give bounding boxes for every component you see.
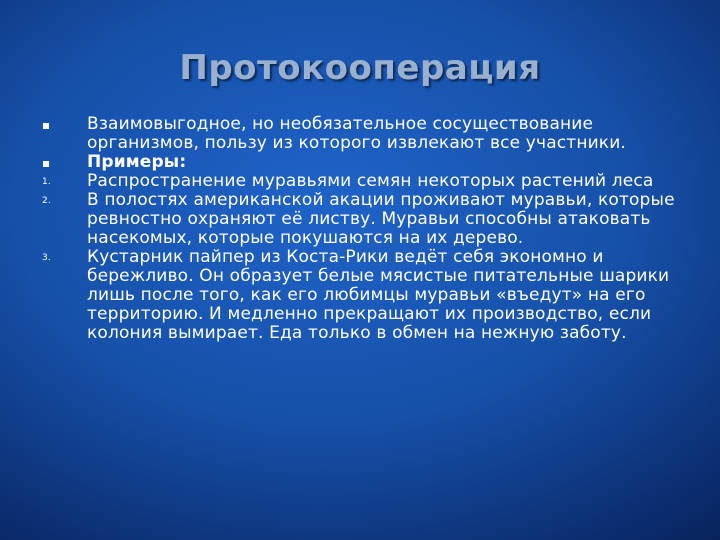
- number-marker: [42, 248, 82, 267]
- list-item: [42, 248, 692, 343]
- slide-title: Протокооперация: [179, 48, 541, 88]
- item-text: Взаимовыгодное, но необязательное сосуществование организмов, пользу из которого извлекают все участники.: [87, 114, 626, 153]
- slide-content: [42, 115, 692, 343]
- item-number: 1.: [42, 177, 51, 187]
- number-marker: [42, 172, 82, 191]
- number-marker: [42, 191, 82, 210]
- item-number: 2.: [42, 196, 51, 206]
- square-bullet-icon: [43, 161, 49, 167]
- item-text: В полостях американской акации проживают муравьи, которые ревностно охраняют её листву. Муравьи способны атаковать насекомых, которые покушаются на их дерево.: [87, 190, 675, 248]
- item-text: Кустарник пайпер из Коста-Рики ведёт себя экономно и бережливо. Он образует белые мясистые питательные шарики лишь после того, как его любимцы муравьи «въедут» на его территорию. И медленно прекращают их производство, если колония вымирает. Еда только в обмен на нежную заботу.: [87, 247, 670, 343]
- list-item: [42, 191, 692, 248]
- list-item: [42, 115, 692, 153]
- bullet-marker: [42, 115, 82, 134]
- item-number: 3.: [42, 253, 51, 263]
- square-bullet-icon: [43, 123, 49, 129]
- list-item: [42, 153, 692, 172]
- list-item: [42, 172, 692, 191]
- item-text: Примеры:: [87, 152, 187, 172]
- bullet-marker: [42, 153, 82, 172]
- item-text: Распространение муравьями семян некоторых растений леса: [87, 171, 654, 191]
